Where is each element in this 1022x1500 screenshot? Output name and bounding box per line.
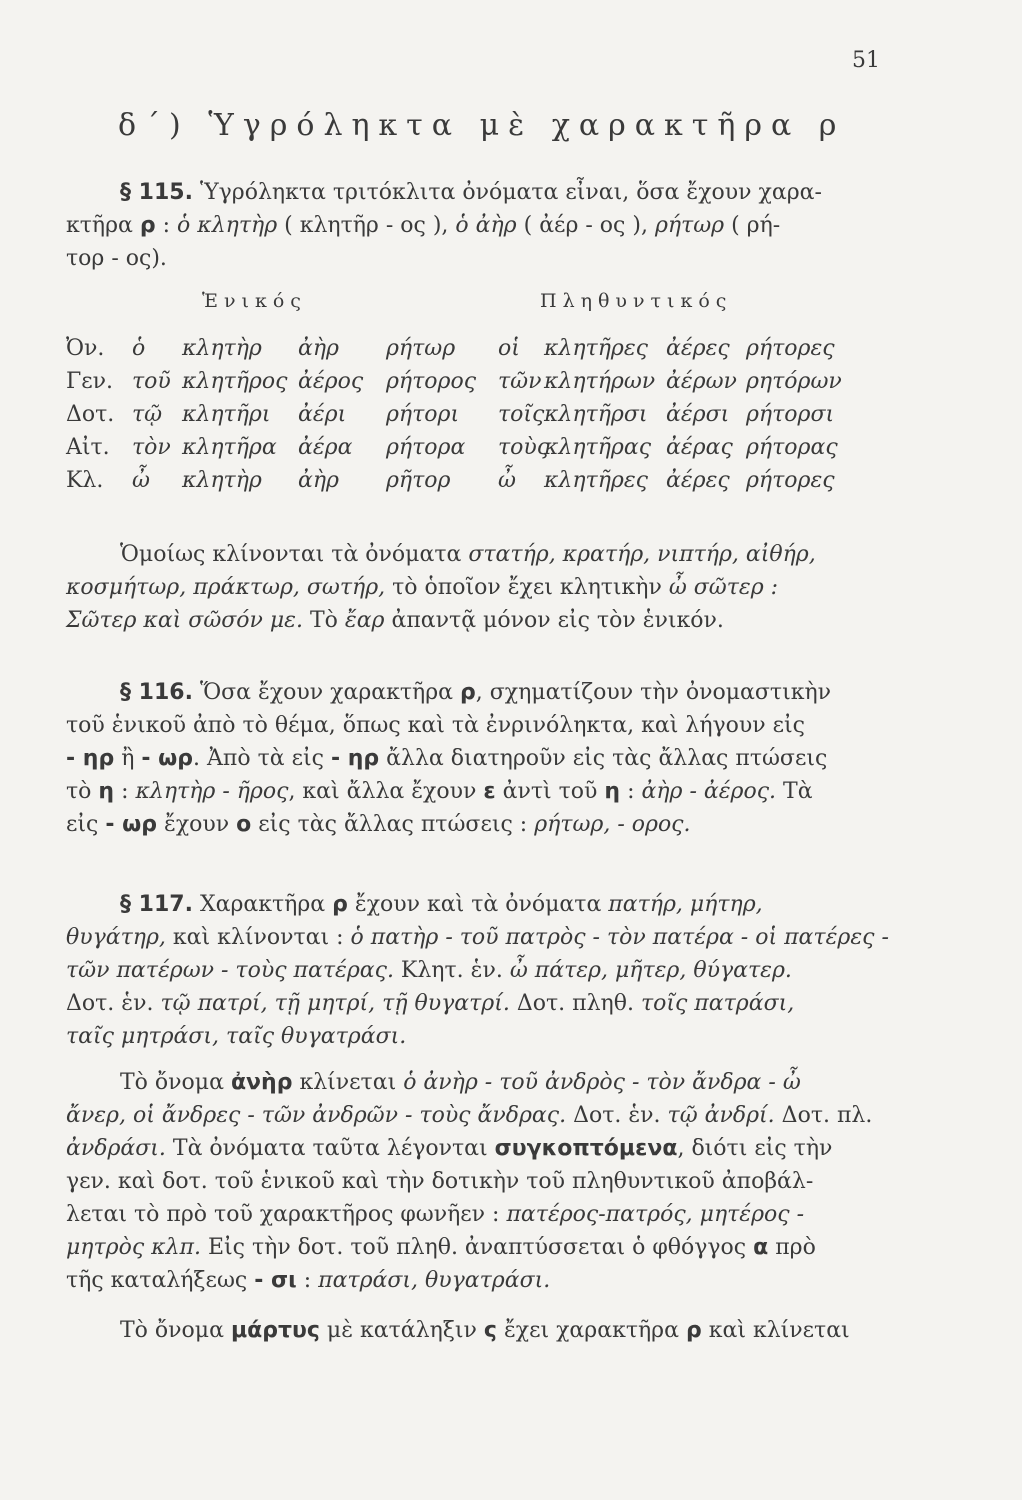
text: καὶ κλίνεται [701,1318,850,1343]
text: Ὅσα ἔχουν χαρακτῆρα [192,680,461,705]
text: Δοτ. πληθ. [509,991,641,1016]
declension-row [66,336,926,366]
declension-cell-case: Κλ. [66,468,104,493]
declension-cell-p1: κλητῆρες [544,468,648,493]
declension-cell-part: ὦ [498,468,516,493]
text: κλίνεται [292,1070,404,1095]
text: ἔχουν καὶ τὰ ὀνόματα [347,892,609,917]
ending: - ωρ [141,746,194,771]
example: κοσμήτωρ, πράκτωρ, σωτήρ, [66,575,386,600]
declension-cell-w2: ἀέρος [298,369,364,394]
text: ( ρή- [724,213,781,238]
declension-cell-w1: κλητὴρ [182,468,262,493]
text: πρὸ [768,1235,816,1260]
text: τὸ ὁποῖον ἔχει κλητικὴν [385,575,669,600]
p116-line-3 [66,742,908,775]
declension-cell-w1: κλητῆρι [182,402,271,427]
declension-cell-art: ὦ [132,468,150,493]
text: λεται τὸ πρὸ τοῦ χαρακτῆρος φωνῆεν : [66,1202,507,1227]
declension-cell-p1: κλητῆρσι [544,402,648,427]
martys-line-1 [66,1314,908,1347]
p117-line-1 [66,888,908,921]
letter: ρ [685,1318,702,1343]
paragraph-martys [66,1314,908,1347]
p116-line-1 [66,676,908,709]
text: , καὶ ἄλλα ἔχουν [288,779,484,804]
p117-line-2 [66,921,908,954]
text: ἀπαντᾷ μόνον εἰς τὸν ἑνικόν. [384,608,724,633]
paragraph-115 [66,176,908,275]
text: : [155,213,178,238]
example: πατήρ, μήτηρ, [608,892,763,917]
plural-label: Πληθυντικός [540,290,733,312]
example: ὦ πάτερ, μῆτερ, θύγατερ. [509,958,792,983]
keyword: μάρτυς [230,1318,320,1343]
text: Ὁμοίως κλίνονται τὰ ὀνόματα [120,542,469,567]
declension-cell-w3: ρήτορα [386,435,466,460]
aner-line-2 [66,1099,908,1132]
section-number: § 116. [120,680,193,705]
letter: ρ [332,892,348,917]
homoios-line-3 [66,604,908,637]
declension-cell-p3: ρητόρων [746,369,842,394]
text: καὶ κλίνονται : [165,925,351,950]
p115-line-3: τορ - ος). [66,246,167,271]
declension-cell-art: τῷ [132,402,163,427]
text: Τὸ ὄνομα [120,1070,231,1095]
homoios-line-2 [66,571,908,604]
p116-line-4 [66,775,908,808]
keyword: ἀνὴρ [230,1070,293,1095]
p115-line-1 [66,176,908,209]
text: Τὸ ὄνομα [120,1318,231,1343]
declension-cell-w1: κλητὴρ [182,336,262,361]
example: ρήτωρ [654,213,725,238]
declension-cell-w2: ἀέρι [298,402,347,427]
text: Τὰ ὀνόματα ταῦτα λέγονται [165,1136,495,1161]
text: εἰς [66,812,106,837]
letter: ρ [139,213,156,238]
p117-line-3 [66,954,908,987]
paragraph-aner [66,1066,908,1297]
aner-line-1 [66,1066,908,1099]
example: πατράσι, θυγατράσι. [318,1268,551,1293]
text: Εἰς τὴν δοτ. τοῦ πληθ. ἀναπτύσσεται ὁ φθόγγος [200,1235,754,1260]
p116-line-2: τοῦ ἑνικοῦ ἀπὸ τὸ θέμα, ὅπως καὶ τὰ ἐνρινόληκτα, καὶ λήγουν εἰς [66,713,805,738]
declension-cell-part: τοὺς [498,435,550,460]
declension-cell-w1: κλητῆρος [182,369,288,394]
text: κτῆρα [66,213,140,238]
declension-cell-p2: ἀέρας [666,435,733,460]
declension-cell-art: ὁ [132,336,146,361]
declension-cell-part: τῶν [498,369,542,394]
ending: - σι [254,1268,297,1293]
text: ἔχουν [157,812,237,837]
aner-line-3 [66,1132,908,1165]
declension-cell-p3: ρήτορες [746,468,835,493]
letter: ο [236,812,252,837]
text: μὲ κατάληξιν [319,1318,484,1343]
text: ἄλλα διατηροῦν εἰς τὰς ἄλλας πτώσεις [379,746,828,771]
example: ὦ σῶτερ : [668,575,779,600]
aner-line-4: γεν. καὶ δοτ. τοῦ ἑνικοῦ καὶ τὴν δοτικὴν τοῦ πληθυντικοῦ ἀποβάλ- [66,1169,814,1194]
p115-line-2 [66,209,908,242]
text: ἢ [114,746,142,771]
section-number: § 115. [120,180,193,205]
declension-cell-art: τὸν [132,435,171,460]
example: ἀνδράσι. [66,1136,166,1161]
ending: - ωρ [105,812,158,837]
text: Τὰ [776,779,813,804]
example: ὁ πατὴρ - τοῦ πατρὸς - τὸν πατέρα - οἱ πατέρες - [350,925,889,950]
text: τὸ [66,779,99,804]
example: τῷ πατρί, τῇ μητρί, τῇ θυγατρί. [160,991,510,1016]
example: τῷ ἀνδρί. [667,1103,775,1128]
ending: - ηρ [66,746,115,771]
declension-row [66,402,926,432]
declension-cell-p2: ἀέρες [666,468,730,493]
example: Σῶτερ καὶ σῶσόν με. [66,608,303,633]
text: , διότι εἰς τὴν [677,1136,833,1161]
letter: ς [483,1318,497,1343]
example: ὁ ἀὴρ [455,213,517,238]
declension-cell-w3: ρήτορος [386,369,477,394]
page-number: 51 [852,48,880,73]
aner-line-6 [66,1231,908,1264]
example: ἔαρ [344,608,385,633]
declension-cell-case: Αἰτ. [66,435,110,460]
example: ἀὴρ - ἀέρος. [641,779,777,804]
text: Κλητ. ἑν. [393,958,510,983]
text: τῆς καταλήξεως [66,1268,255,1293]
homoios-line-1 [66,538,908,571]
declension-cell-p2: ἀέρων [666,369,737,394]
letter: ρ [460,680,476,705]
text: : [620,779,642,804]
text: Χαρακτῆρα [192,892,333,917]
declension-row [66,369,926,399]
example: τῶν πατέρων - τοὺς πατέρας. [66,958,394,983]
declension-cell-p3: ρήτορσι [746,402,835,427]
text: εἰς τὰς ἄλλας πτώσεις : [251,812,535,837]
text: Δοτ. ἑν. [566,1103,668,1128]
example: ἄνερ, οἱ ἄνδρες - τῶν ἀνδρῶν - τοὺς ἄνδρας. [66,1103,567,1128]
paragraph-homoios [66,538,908,637]
text: ἔχει χαρακτῆρα [496,1318,686,1343]
aner-line-5 [66,1198,908,1231]
text: , σχηματίζουν τὴν ὀνομαστικὴν [475,680,831,705]
declension-cell-case: Ὀν. [66,336,105,361]
declension-cell-p2: ἀέρες [666,336,730,361]
section-heading: δ΄) Ὑγρόληκτα μὲ χαρακτῆρα ρ [118,108,846,143]
example: τοῖς πατράσι, [640,991,795,1016]
letter: η [98,779,115,804]
declension-row [66,435,926,465]
text: Δοτ. πλ. [774,1103,873,1128]
letter: α [753,1235,769,1260]
declension-row [66,468,926,498]
letter: η [604,779,621,804]
text: ἀντὶ τοῦ [495,779,605,804]
text: Ὑγρόληκτα τριτόκλιτα ὀνόματα εἶναι, ὅσα ἔχουν χαρα- [192,180,822,205]
keyword: συγκοπτόμενα [494,1136,678,1161]
declension-cell-w3: ρήτορι [386,402,460,427]
example: ὁ κλητὴρ [177,213,278,238]
text: ( ἀέρ - ος ), [516,213,655,238]
paragraph-116 [66,676,908,841]
p117-line-5: ταῖς μητράσι, ταῖς θυγατράσι. [66,1024,407,1049]
p116-line-5 [66,808,908,841]
aner-line-7 [66,1264,908,1297]
declension-cell-p3: ρήτορες [746,336,835,361]
declension-cell-part: τοῖς [498,402,545,427]
declension-cell-p2: ἀέρσι [666,402,730,427]
singular-label: Ἑνικός [202,290,307,312]
section-number: § 117. [120,892,193,917]
text: : [296,1268,319,1293]
declension-cell-w1: κλητῆρα [182,435,277,460]
example: κλητὴρ - ῆρος [135,779,289,804]
text: Τὸ [302,608,345,633]
text: . Ἀπὸ τὰ εἰς [193,746,331,771]
example: στατήρ, κρατήρ, νιπτήρ, αἰθήρ, [468,542,816,567]
declension-cell-w3: ρήτωρ [386,336,456,361]
declension-cell-part: οἱ [498,336,520,361]
declension-cell-w2: ἀέρα [298,435,353,460]
declension-cell-w2: ἀὴρ [298,336,339,361]
ending: - ηρ [330,746,380,771]
declension-cell-p3: ρήτορας [746,435,838,460]
text: : [114,779,136,804]
declension-cell-w3: ρῆτορ [386,468,451,493]
declension-cell-w2: ἀὴρ [298,468,339,493]
example: θυγάτηρ, [66,925,166,950]
declension-cell-p1: κλητῆρας [544,435,652,460]
letter: ε [483,779,496,804]
declension-cell-art: τοῦ [132,369,171,394]
declension-cell-p1: κλητήρων [544,369,656,394]
example: ὁ ἀνὴρ - τοῦ ἀνδρὸς - τὸν ἄνδρα - ὦ [403,1070,801,1095]
p117-line-4 [66,987,908,1020]
example: ρήτωρ, - ορος. [534,812,691,837]
declension-cell-case: Γεν. [66,369,114,394]
text: ( κλητῆρ - ος ), [277,213,456,238]
declension-cell-p1: κλητῆρες [544,336,648,361]
declension-cell-case: Δοτ. [66,402,115,427]
paragraph-117 [66,888,908,1053]
example: πατέρος-πατρός, μητέρος - [506,1202,805,1227]
example: μητρὸς κλπ. [66,1235,201,1260]
text: Δοτ. ἑν. [66,991,161,1016]
